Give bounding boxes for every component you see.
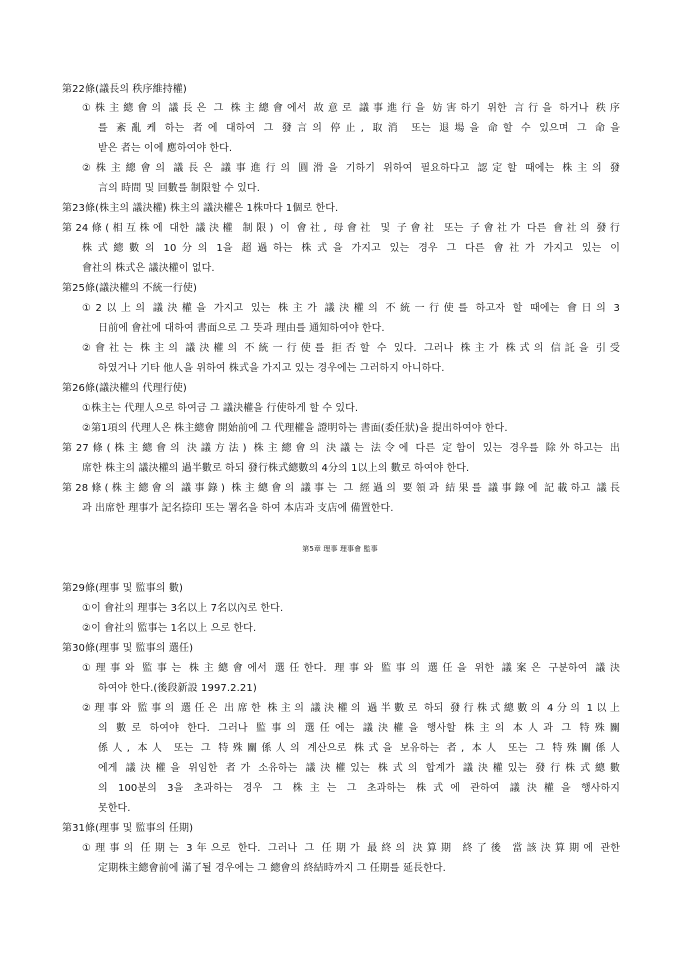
article-26-clause-1: ①株主는 代理人으로 하여금 그 議決權을 行使하게 할 수 있다. [82, 403, 359, 414]
article-30-clause-2-line-2: 의 數로 하여야 한다. 그러나 監事의 選任에는 議決權을 행사할 株主의 本人과 그 特殊關 [98, 723, 620, 734]
article-30-clause-2-line-3: 係人, 本人 또는 그 特殊關係人의 계산으로 株式을 보유하는 者, 本人 또는 그 特殊關係人 [98, 743, 620, 754]
article-23: 第23條(株主의 議決權) 株主의 議決權은 1株마다 1個로 한다. [62, 203, 339, 214]
article-25-clause-2-line-1: ②會社는 株主의 議決權의 不統一行使를 拒否할 수 있다. 그러나 株主가 株式의 信託을 引受 [82, 343, 620, 354]
article-22-heading: 第22條(議長의 秩序維持權) [62, 84, 187, 95]
article-30-clause-2-line-1: ②理事와 監事의 選任은 出席한 株主의 議決權의 過半數로 하되 發行株式總數의 4分의 1以上 [82, 703, 620, 714]
article-30-clause-1-line-1: ①理事와 監事는 株主總會에서 選任한다. 理事와 監事의 選任을 위한 議案은 구분하여 議決 [82, 663, 620, 674]
article-22-clause-1-line-2: 를 紊亂케 하는 者에 대하여 그 發言의 停止, 取消 또는 退場을 命할 수 있으며 그 命을 [98, 123, 620, 134]
article-25-heading: 第25條(議決權의 不統一行使) [62, 283, 197, 294]
chapter-5-heading: 第5章 理事 理事會 監事 [302, 545, 378, 553]
article-25-clause-2-line-2: 하였거나 기타 他人을 위하여 株式을 가지고 있는 경우에는 그러하지 아니하다. [98, 363, 445, 374]
article-25-clause-1-line-2: 日前에 會社에 대하여 書面으로 그 뜻과 理由를 通知하여야 한다. [98, 323, 385, 334]
article-30-clause-1-line-2: 하여야 한다.(後段新設 1997.2.21) [98, 683, 257, 694]
article-25-clause-1-line-1: ①2以上의 議決權을 가지고 있는 株主가 議決權의 不統一行使를 하고자 할 때에는 會日의 3 [82, 303, 620, 314]
article-22-clause-2-line-1: ②株主總會의 議長은 議事進行의 圓滑을 기하기 위하여 필요하다고 認定할 때에는 株主의 發 [82, 163, 620, 174]
article-24-line-3: 會社의 株式은 議決權이 없다. [82, 263, 215, 274]
article-31-clause-1-line-1: ①理事의 任期는 3年으로 한다. 그러나 그 任期가 最終의 決算期 終了後 當該決算期에 관한 [82, 843, 620, 854]
article-29-heading: 第29條(理事 및 監事의 數) [62, 583, 183, 594]
article-31-heading: 第31條(理事 및 監事의 任期) [62, 823, 194, 834]
article-22-clause-1-line-1: ①株主總會의 議長은 그 株主總會에서 故意로 議事進行을 妨害하기 위한 言行을 하거나 秩序 [82, 103, 620, 114]
article-24-line-2: 株式總數의 10分의 1을 超過하는 株式을 가지고 있는 경우 그 다른 會社가 가지고 있는 이 [82, 243, 620, 254]
article-24-line-1: 第24條(相互株에 대한 議決權 制限) 이 會社, 母會社 및 子會社 또는 子會社가 다른 會社의 發行 [62, 223, 620, 234]
article-30-clause-2-line-4: 에게 議決權을 위임한 者가 소유하는 議決權있는 株式의 합계가 議決權있는 發行株式總數 [98, 763, 620, 774]
article-30-clause-2-line-6: 못한다. [98, 803, 131, 814]
article-30-heading: 第30條(理事 및 監事의 選任) [62, 643, 194, 654]
article-29-clause-1: ①이 會社의 理事는 3名以上 7名以內로 한다. [82, 603, 284, 614]
article-31-clause-1-line-2: 定期株主總會前에 滿了될 경우에는 그 總會의 終結時까지 그 任期를 延長한다. [98, 863, 446, 874]
article-22-clause-2-line-2: 言의 時間 및 回數를 制限할 수 있다. [98, 183, 260, 194]
article-28-line-2: 과 出席한 理事가 記名捺印 또는 署名을 하여 本店과 支店에 備置한다. [82, 503, 394, 514]
article-27-line-2: 席한 株主의 議決權의 過半數로 하되 發行株式總數의 4分의 1以上의 數로 하여야 한다. [82, 463, 470, 474]
article-22-clause-1-line-3: 받은 者는 이에 應하여야 한다. [98, 143, 233, 154]
article-27-line-1: 第27條(株主總會의 決議方法) 株主總會의 決議는 法令에 다른 定함이 있는 경우를 除外하고는 出 [62, 443, 620, 454]
article-26-heading: 第26條(議決權의 代理行使) [62, 383, 187, 394]
article-29-clause-2: ②이 會社의 監事는 1名以上 으로 한다. [82, 623, 257, 634]
article-26-clause-2: ②第1項의 代理人은 株主總會 開始前에 그 代理權을 證明하는 書面(委任狀)을 提出하여야 한다. [82, 423, 508, 434]
article-28-line-1: 第28條(株主總會의 議事錄) 株主總會의 議事는 그 經過의 要領과 結果를 議事錄에 記載하고 議長 [62, 483, 620, 494]
article-30-clause-2-line-5: 의 100분의 3을 초과하는 경우 그 株主는 그 초과하는 株式에 관하여 議決權을 행사하지 [98, 783, 620, 794]
